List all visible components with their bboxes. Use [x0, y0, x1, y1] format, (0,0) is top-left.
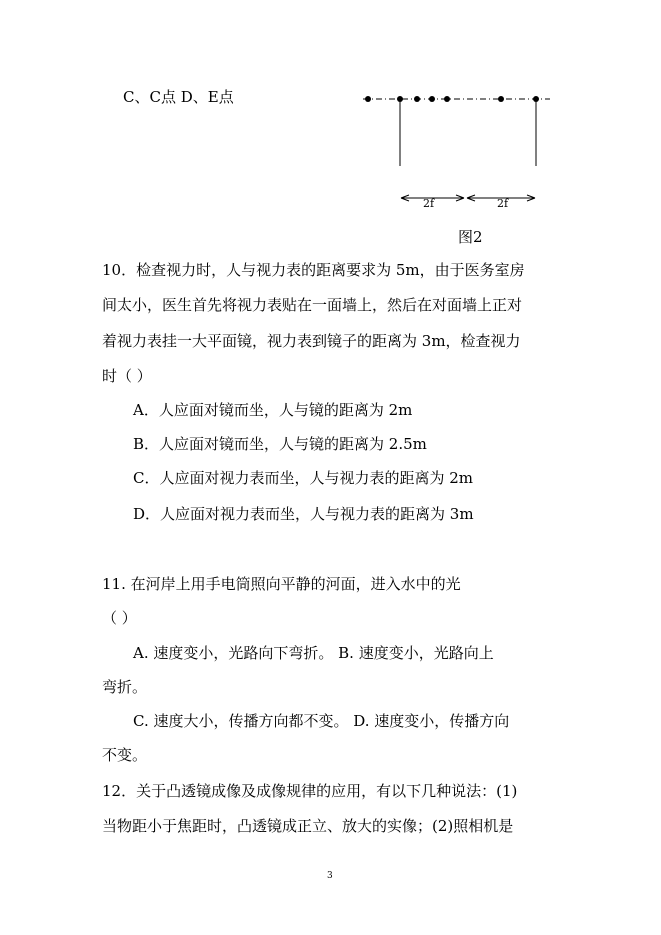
dimension-label-left: 2f [423, 197, 435, 210]
option-line-q9-c-d: C、C点 D、E点 [123, 88, 234, 106]
point-e [444, 96, 450, 102]
lens-diagram [355, 80, 555, 215]
q10-line-2: 间太小，医生首先将视力表贴在一面墙上，然后在对面墙上正对 [102, 296, 523, 314]
q11-line-1: 11. 在河岸上用手电筒照向平静的河面，进入水中的光 [102, 575, 461, 593]
q11-option-line-1: A. 速度变小，光路向下弯折。 B. 速度变小，光路向上 [133, 644, 494, 662]
q11-option-line-2: 弯折。 [102, 678, 148, 696]
q11-option-line-3: C. 速度大小，传播方向都不变。 D. 速度变小，传播方向 [133, 712, 510, 730]
point-f [498, 96, 504, 102]
q12-line-2: 当物距小于焦距时，凸透镜成正立、放大的实像；(2)照相机是 [102, 817, 514, 835]
q10-option-d: D．人应面对视力表而坐，人与视力表的距离为 3m [133, 505, 474, 523]
q10-line-4: 时（ ） [102, 367, 152, 385]
point-d [429, 96, 435, 102]
point-a [365, 96, 371, 102]
q11-option-line-4: 不变。 [102, 746, 148, 764]
figure-caption: 图2 [458, 228, 483, 246]
q10-option-b: B．人应面对镜而坐，人与镜的距离为 2.5m [133, 435, 427, 453]
q10-line-3: 着视力表挂一大平面镜，视力表到镜子的距离为 3m，检查视力 [102, 332, 521, 350]
page-number: 3 [327, 871, 333, 881]
q10-line-1: 10．检查视力时，人与视力表的距离要求为 5m，由于医务室房 [102, 261, 525, 279]
q12-line-1: 12．关于凸透镜成像及成像规律的应用，有以下几种说法：(1) [102, 782, 518, 800]
dimension-label-right: 2f [497, 197, 509, 210]
q11-line-2: （ ） [102, 609, 137, 627]
q10-option-a: A．人应面对镜而坐，人与镜的距离为 2m [133, 401, 413, 419]
point-c [414, 96, 420, 102]
q10-option-c: C．人应面对视力表而坐，人与视力表的距离为 2m [133, 469, 474, 487]
